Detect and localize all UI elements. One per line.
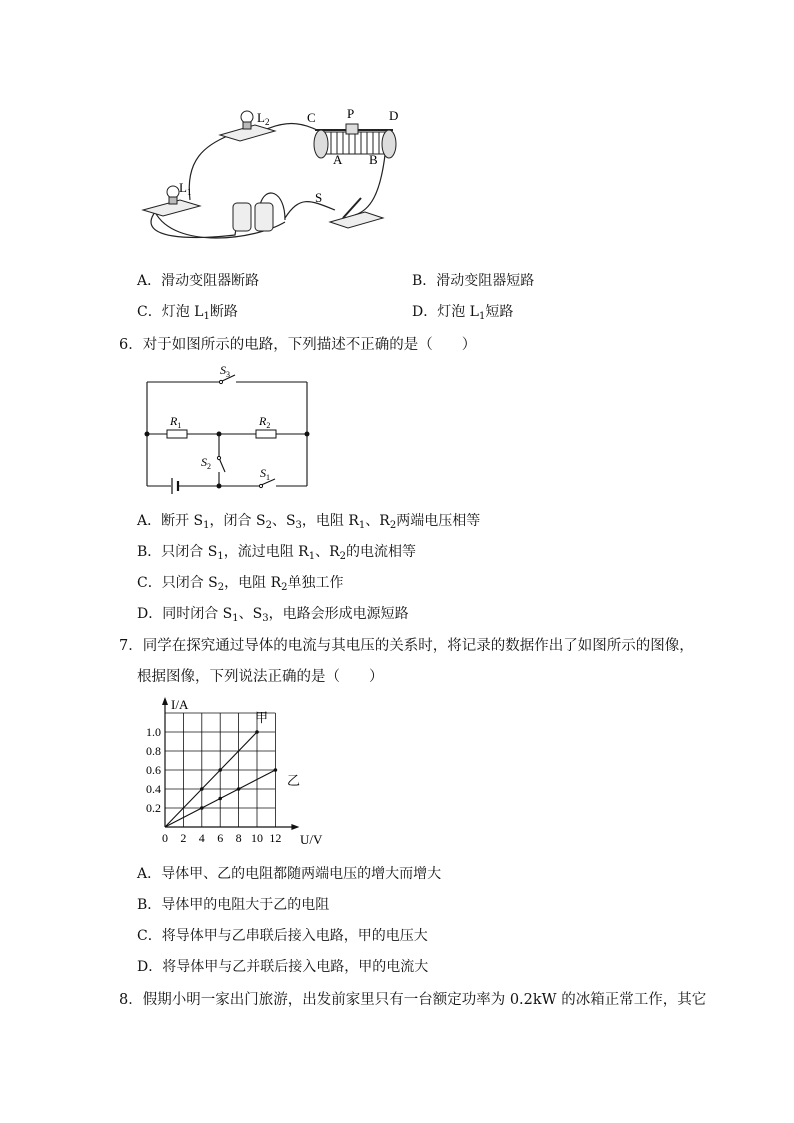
wire: [189, 135, 230, 200]
x-axis-label: U/V: [300, 832, 323, 847]
label-b: B: [369, 152, 378, 167]
q7-iu-graph: [135, 695, 335, 855]
q5-option-a: A．滑动变阻器断路: [137, 273, 260, 289]
q7-option-d: D．将导体甲与乙并联后接入电路，甲的电流大: [137, 959, 429, 975]
lamp-l1-bulb-icon: [167, 186, 179, 198]
label-c: C: [307, 110, 316, 125]
y-axis-label: I/A: [171, 697, 189, 712]
switch-board: [330, 212, 383, 228]
y-tick-label: 1.0: [146, 725, 161, 739]
label-s3: $S_3$: [220, 363, 230, 379]
q7-option-a: A．导体甲、乙的电阻都随两端电压的增大而增大: [137, 866, 442, 882]
q5-option-c: C．灯泡 $L_1$断路: [137, 304, 238, 322]
label-l2: $L_2$: [257, 110, 270, 127]
rheostat-slider: [346, 124, 358, 134]
label-r2: $R_2$: [259, 414, 271, 430]
label-s: S: [315, 190, 323, 205]
label-a: A: [333, 152, 343, 167]
battery-icon: [233, 203, 251, 231]
q5-circuit-diagram: [135, 100, 425, 250]
q6-option-a: A．断开 $S_1$，闭合 $S_2$、$S_3$，电阻 $R_1$、$R_2$两端电压相等: [137, 513, 481, 531]
series-line-jia: [165, 732, 257, 827]
q6-stem: 6．对于如图所示的电路，下列描述不正确的是（ ）: [119, 337, 477, 353]
label-l1: $L_1$: [179, 180, 192, 197]
data-point: [200, 806, 204, 810]
y-tick-label: 0.6: [146, 763, 161, 777]
q7-stem-line1: 7．同学在探究通过导体的电流与其电压的关系时，将记录的数据作出了如图所示的图像，: [119, 638, 694, 654]
x-tick-label: 10: [251, 831, 263, 845]
lamp-l2-bulb-icon: [241, 111, 253, 123]
rheostat-coil: [323, 132, 385, 154]
data-point: [237, 787, 241, 791]
q5-option-d: D．灯泡 $L_1$短路: [412, 304, 514, 322]
data-point: [218, 797, 222, 801]
x-axis-arrow-icon: [291, 824, 299, 830]
x-tick-label: 6: [217, 831, 224, 845]
series-label-jia: 甲: [255, 710, 269, 725]
label-p: P: [347, 106, 355, 121]
resistor-r1: [167, 430, 187, 438]
q5-option-b: B．滑动变阻器短路: [412, 273, 535, 289]
y-tick-label: 0.8: [146, 744, 161, 758]
label-s2: $S_2$: [201, 455, 211, 471]
y-tick-label: 0.4: [146, 782, 161, 796]
data-point: [200, 787, 204, 791]
label-r1: $R_1$: [170, 414, 182, 430]
q7-option-b: B．导体甲的电阻大于乙的电阻: [137, 897, 330, 913]
series-label-yi: 乙: [287, 773, 301, 788]
q6-circuit-diagram: [135, 362, 320, 497]
x-tick-label: 2: [180, 831, 187, 845]
label-s1: $S_1$: [260, 466, 270, 482]
data-point: [274, 768, 278, 772]
resistor-r2: [256, 430, 276, 438]
chart-axes: [162, 697, 299, 830]
x-tick-label: 8: [235, 831, 242, 845]
chart-series: [165, 730, 277, 827]
q6-option-c: C．只闭合 $S_2$，电阻 $R_2$单独工作: [137, 575, 344, 593]
battery-icon: [255, 203, 273, 231]
x-tick-label: 12: [269, 831, 282, 845]
q6-option-d: D．同时闭合 $S_1$、$S_3$，电路会形成电源短路: [137, 606, 409, 624]
x-tick-label: 0: [162, 831, 168, 845]
y-tick-label: 0.2: [146, 801, 161, 815]
label-d: D: [389, 108, 399, 123]
q8-stem: 8．假期小明一家出门旅游，出发前家里只有一台额定功率为 0.2kW 的冰箱正常工作，其它: [119, 992, 707, 1008]
wire: [285, 202, 335, 218]
data-point: [255, 730, 259, 734]
x-tick-label: 4: [198, 831, 205, 845]
data-point: [218, 768, 222, 772]
q7-option-c: C．将导体甲与乙串联后接入电路，甲的电压大: [137, 928, 428, 944]
q6-option-b: B．只闭合 $S_1$，流过电阻 $R_1$、$R_2$的电流相等: [137, 544, 417, 562]
q7-stem-line2: 根据图像，下列说法正确的是（ ）: [137, 669, 384, 685]
y-axis-arrow-icon: [162, 697, 168, 705]
